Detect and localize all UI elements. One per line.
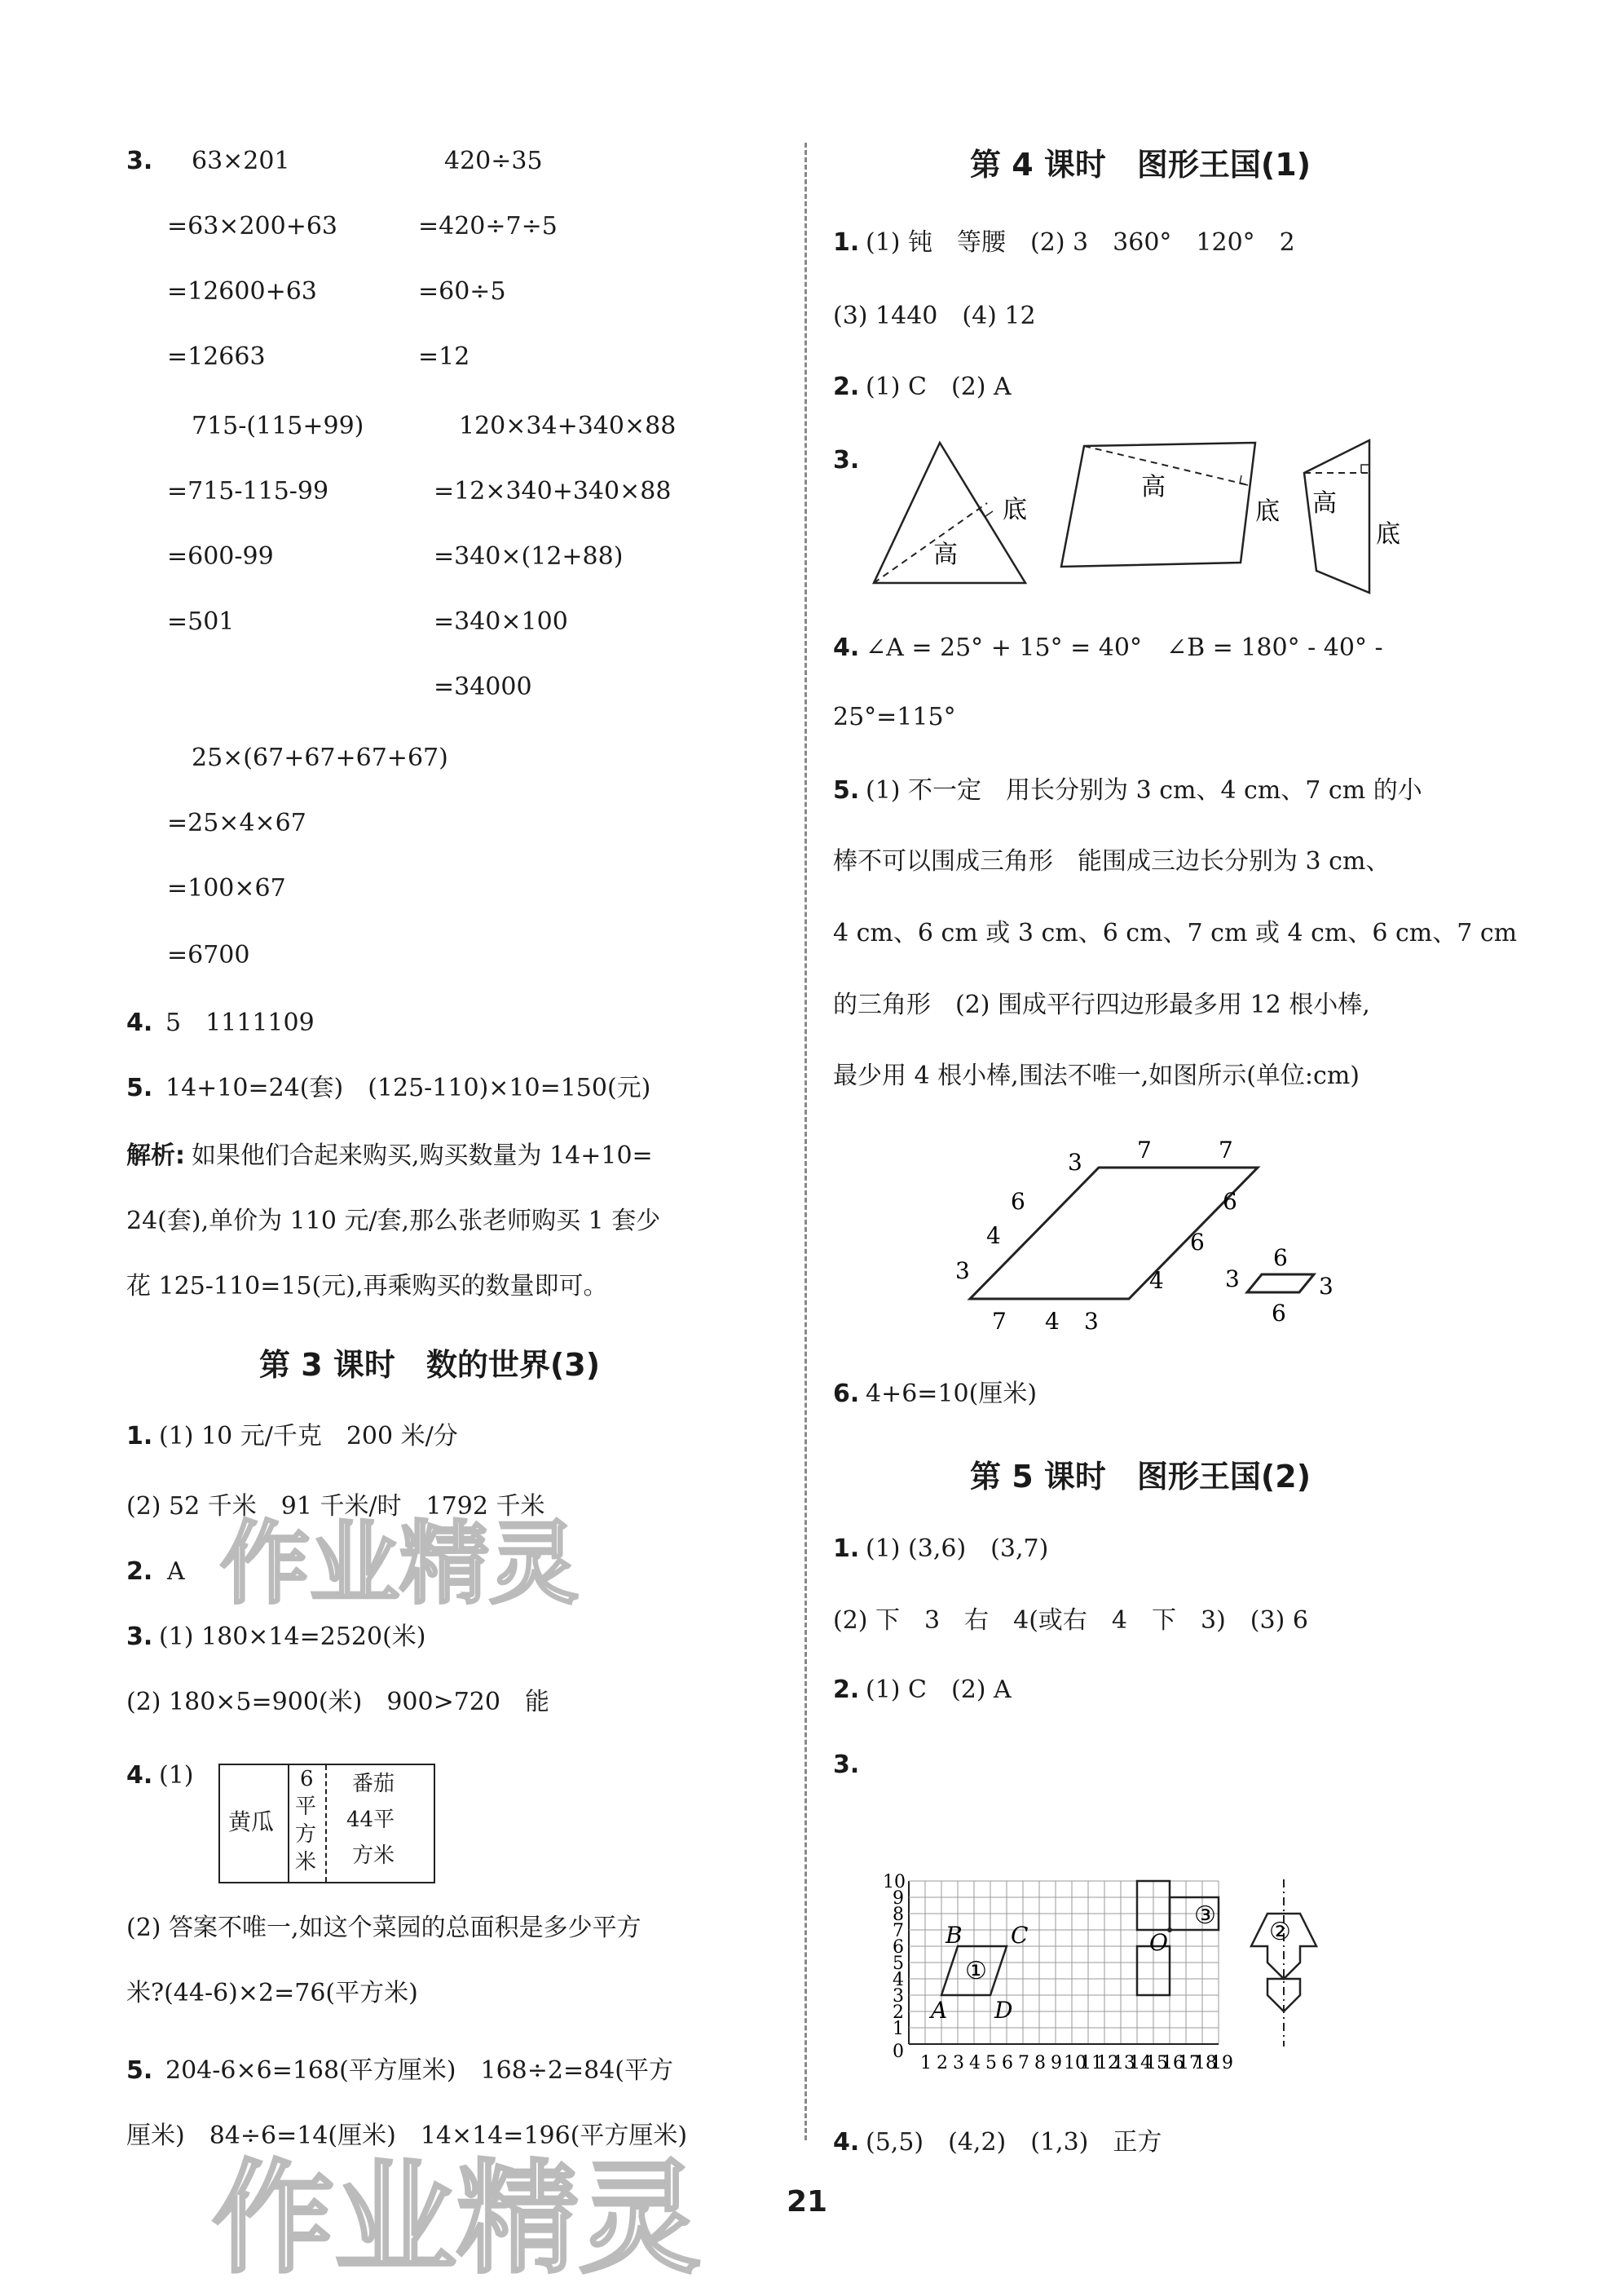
x-tick-labels	[920, 2053, 1233, 2073]
label-b: B	[946, 1922, 963, 1949]
calc-a1: 63×201	[192, 147, 290, 175]
y-tick-label: 8	[893, 1905, 904, 1925]
parallelogram-height-line	[1084, 446, 1249, 485]
garden-tomato2: 44平	[346, 1808, 395, 1832]
small-bottom-label: 6	[1272, 1300, 1286, 1327]
watermark: 作业精灵	[212, 2148, 702, 2290]
grid-lines	[909, 1881, 1219, 2044]
s5-q1-line2: (2) 下 3 右 4(或右 4 下 3) (3) 6	[833, 1606, 1308, 1635]
big-left-label: 6	[1011, 1188, 1025, 1215]
x-tick-label: 8	[1034, 2053, 1046, 2073]
y-tick-label: 9	[893, 1888, 904, 1909]
small-right-label: 3	[1319, 1273, 1333, 1300]
calc-c1: 715-(115+99)	[192, 412, 364, 440]
y-tick-labels	[883, 1872, 906, 2062]
x-tick-label: 17	[1178, 2053, 1201, 2073]
trapezoid-height-label: 高	[1312, 489, 1337, 518]
calc-b3: =60÷5	[418, 277, 506, 306]
column-divider	[804, 143, 807, 2140]
small-parallelogram	[1247, 1274, 1314, 1292]
big-right-label: 6	[1190, 1229, 1205, 1256]
s4-q5-line3: 4 cm、6 cm 或 3 cm、6 cm、7 cm 或 4 cm、6 cm、7 cm	[833, 919, 1518, 947]
garden-tomato3: 方米	[352, 1843, 395, 1868]
s4-q4-line2: 25°=115°	[833, 703, 956, 731]
big-bottom-label: 4	[1045, 1308, 1060, 1335]
calc-d3: =340×(12+88)	[434, 542, 624, 571]
s4-q3-label: 3.	[833, 446, 860, 475]
x-tick-label: 15	[1145, 2053, 1168, 2073]
y-tick-label: 1	[893, 2019, 904, 2039]
calc-b4: =12	[418, 342, 470, 371]
big-left-label: 4	[986, 1222, 1001, 1249]
calc-a4: =12663	[167, 342, 266, 371]
page-number: 21	[787, 2185, 828, 2219]
s3-q5-line1: 204-6×6=168(平方厘米) 168÷2=84(平方	[165, 2056, 674, 2085]
big-top-label: 7	[1137, 1137, 1152, 1163]
s5-q1-label: 1.	[833, 1534, 860, 1563]
triangle-base-label: 底	[1003, 496, 1027, 524]
calc-e4: =6700	[167, 941, 250, 969]
calc-e3: =100×67	[167, 874, 286, 903]
s3-q2-answer: A	[167, 1557, 185, 1586]
s5-q2-answer: (1) C (2) A	[866, 1676, 1012, 1704]
x-tick-label: 2	[937, 2053, 948, 2073]
trapezoid-base-label: 底	[1376, 520, 1400, 549]
q5-label: 5.	[126, 1074, 153, 1102]
s4-q1-label: 1.	[833, 228, 860, 257]
s4-q5-label: 5.	[833, 776, 860, 805]
garden-divider-dashed	[325, 1765, 327, 1882]
analysis-line1: 如果他们合起来购买,购买数量为 14+10=	[192, 1141, 653, 1170]
s5-q3-label: 3.	[833, 1751, 860, 1779]
garden-mid1: 6	[300, 1767, 314, 1791]
q5-answer: 14+10=24(套) (125-110)×10=150(元)	[165, 1074, 651, 1102]
shape-label-2: ②	[1269, 1918, 1291, 1946]
x-tick-label: 18	[1194, 2053, 1217, 2073]
calc-d5: =34000	[434, 673, 532, 701]
calc-e1: 25×(67+67+67+67)	[192, 744, 448, 772]
s4-q6-answer: 4+6=10(厘米)	[866, 1380, 1038, 1408]
s3-q3-line2: (2) 180×5=900(米) 900>720 能	[126, 1688, 549, 1716]
y-tick-label: 7	[893, 1921, 904, 1941]
s4-q5-line4: 的三角形 (2) 围成平行四边形最多用 12 根小棒,	[833, 991, 1370, 1019]
s4-q4-line1: ∠A = 25° + 15° = 40° ∠B = 180° - 40° -	[866, 634, 1383, 662]
section3-title: 第 3 课时 数的世界(3)	[259, 1347, 601, 1383]
s4-q1-line1: (1) 钝 等腰 (2) 3 360° 120° 2	[866, 228, 1295, 257]
big-top-label: 7	[1219, 1137, 1233, 1163]
y-tick-label: 5	[893, 1954, 904, 1974]
x-tick-label: 10	[1064, 2053, 1087, 2073]
x-tick-label: 9	[1051, 2053, 1062, 2073]
s3-q3-line1: (1) 180×14=2520(米)	[159, 1623, 426, 1651]
label-c: C	[1011, 1922, 1029, 1949]
s3-q4-label: 4.	[126, 1761, 153, 1790]
y-tick-label: 10	[883, 1872, 906, 1892]
y-tick-label: 2	[893, 2002, 904, 2023]
parallelogram-height-label: 高	[1141, 473, 1166, 501]
x-tick-label: 16	[1162, 2053, 1184, 2073]
s3-q1-label: 1.	[126, 1422, 153, 1450]
q3-label: 3.	[126, 147, 153, 175]
s4-q2-answer: (1) C (2) A	[866, 373, 1012, 401]
garden-tomato1: 番茄	[352, 1772, 395, 1796]
calc-c4: =501	[167, 607, 235, 636]
big-bottom-label: 3	[1084, 1308, 1099, 1335]
label-o: O	[1149, 1929, 1168, 1956]
q4-answer: 5 1111109	[165, 1009, 315, 1037]
big-right-label: 4	[1149, 1267, 1164, 1294]
x-tick-label: 19	[1210, 2053, 1233, 2073]
s4-q4-label: 4.	[833, 634, 860, 662]
x-tick-label: 13	[1113, 2053, 1135, 2073]
big-right-label: 6	[1223, 1188, 1237, 1215]
garden-mid4: 米	[295, 1850, 317, 1874]
x-tick-label: 4	[969, 2053, 981, 2073]
small-top-label: 6	[1273, 1244, 1288, 1271]
s4-q5-line1: (1) 不一定 用长分别为 3 cm、4 cm、7 cm 的小	[866, 776, 1422, 805]
s4-q6-label: 6.	[833, 1380, 860, 1408]
watermark: 作业精灵	[220, 1512, 579, 1616]
y-tick-label: 3	[893, 1986, 904, 2007]
x-tick-label: 3	[953, 2053, 964, 2073]
calc-d4: =340×100	[434, 607, 568, 636]
calc-c2: =715-115-99	[167, 477, 329, 506]
section5-title: 第 5 课时 图形王国(2)	[970, 1459, 1311, 1495]
big-bottom-label: 7	[992, 1308, 1007, 1335]
x-tick-label: 14	[1129, 2053, 1152, 2073]
coordinate-grid-figure	[864, 1741, 1483, 2091]
section4-title: 第 4 课时 图形王国(1)	[970, 147, 1311, 183]
s4-q2-label: 2.	[833, 373, 860, 401]
calc-a3: =12600+63	[167, 277, 317, 306]
trapezoid-right-angle	[1361, 465, 1369, 473]
big-left-label: 3	[955, 1257, 970, 1284]
s3-q1-line1: (1) 10 元/千克 200 米/分	[159, 1422, 458, 1450]
calc-c3: =600-99	[167, 542, 274, 571]
x-tick-label: 6	[1002, 2053, 1013, 2073]
s4-q1-line2: (3) 1440 (4) 12	[833, 302, 1036, 330]
y-tick-label: 4	[893, 1970, 904, 1990]
sticks-figure	[946, 1125, 1369, 1337]
heights-figure	[864, 436, 1483, 603]
s3-q5-line2: 厘米) 84÷6=14(厘米) 14×14=196(平方厘米)	[126, 2122, 688, 2150]
triangle-height-label: 高	[933, 541, 958, 569]
s4-q5-line5: 最少用 4 根小棒,围法不唯一,如图所示(单位:cm)	[833, 1062, 1360, 1090]
calc-e2: =25×4×67	[167, 809, 306, 837]
s3-q5-label: 5.	[126, 2056, 153, 2085]
s3-q3-label: 3.	[126, 1623, 153, 1651]
analysis-line2: 24(套),单价为 110 元/套,那么张老师购买 1 套少	[126, 1207, 661, 1235]
s3-q4-line3: 米?(44-6)×2=76(平方米)	[126, 1979, 418, 2007]
calc-a2: =63×200+63	[167, 212, 338, 241]
label-d: D	[994, 1997, 1013, 2024]
s5-q4-label: 4.	[833, 2128, 860, 2157]
garden-cucumber: 黄瓜	[228, 1808, 275, 1835]
garden-mid3: 方	[295, 1822, 317, 1847]
x-tick-label: 7	[1018, 2053, 1029, 2073]
small-left-label: 3	[1225, 1265, 1240, 1292]
garden-divider-solid	[288, 1765, 289, 1882]
y-tick-label: 0	[893, 2042, 904, 2062]
q4-label: 4.	[126, 1009, 153, 1037]
s3-q1-line2: (2) 52 千米 91 千米/时 1792 千米	[126, 1492, 545, 1521]
shape-label-1: ①	[965, 1957, 987, 1985]
x-tick-label: 1	[920, 2053, 932, 2073]
big-top-label: 3	[1068, 1149, 1082, 1176]
analysis-label: 解析:	[126, 1141, 185, 1170]
calc-b2: =420÷7÷5	[418, 212, 558, 241]
parallelogram-base-label: 底	[1255, 497, 1280, 526]
s3-q4-line2: (2) 答案不唯一,如这个菜园的总面积是多少平方	[126, 1914, 641, 1942]
s3-q4-part1: (1)	[159, 1761, 194, 1790]
calc-b1: 420÷35	[444, 147, 543, 175]
x-tick-label: 11	[1080, 2053, 1103, 2073]
x-tick-label: 5	[985, 2053, 997, 2073]
s5-q2-label: 2.	[833, 1676, 860, 1704]
calc-d2: =12×340+340×88	[434, 477, 672, 506]
garden-mid2: 平	[295, 1795, 317, 1819]
shape-label-3: ③	[1194, 1901, 1216, 1930]
triangle-height-line	[874, 503, 987, 583]
garden-diagram	[218, 1764, 435, 1883]
x-tick-label: 12	[1096, 2053, 1119, 2073]
y-tick-label: 6	[893, 1937, 904, 1958]
calc-d1: 120×34+340×88	[459, 412, 677, 440]
s3-q2-label: 2.	[126, 1557, 153, 1586]
analysis-line3: 花 125-110=15(元),再乘购买的数量即可。	[126, 1272, 608, 1300]
s5-q4-answer: (5,5) (4,2) (1,3) 正方	[866, 2128, 1162, 2157]
parallelogram-shape	[1061, 443, 1255, 567]
s4-q5-line2: 棒不可以围成三角形 能围成三边长分别为 3 cm、	[833, 847, 1391, 876]
label-a: A	[931, 1997, 948, 2024]
s5-q1-line1: (1) (3,6) (3,7)	[866, 1534, 1049, 1563]
